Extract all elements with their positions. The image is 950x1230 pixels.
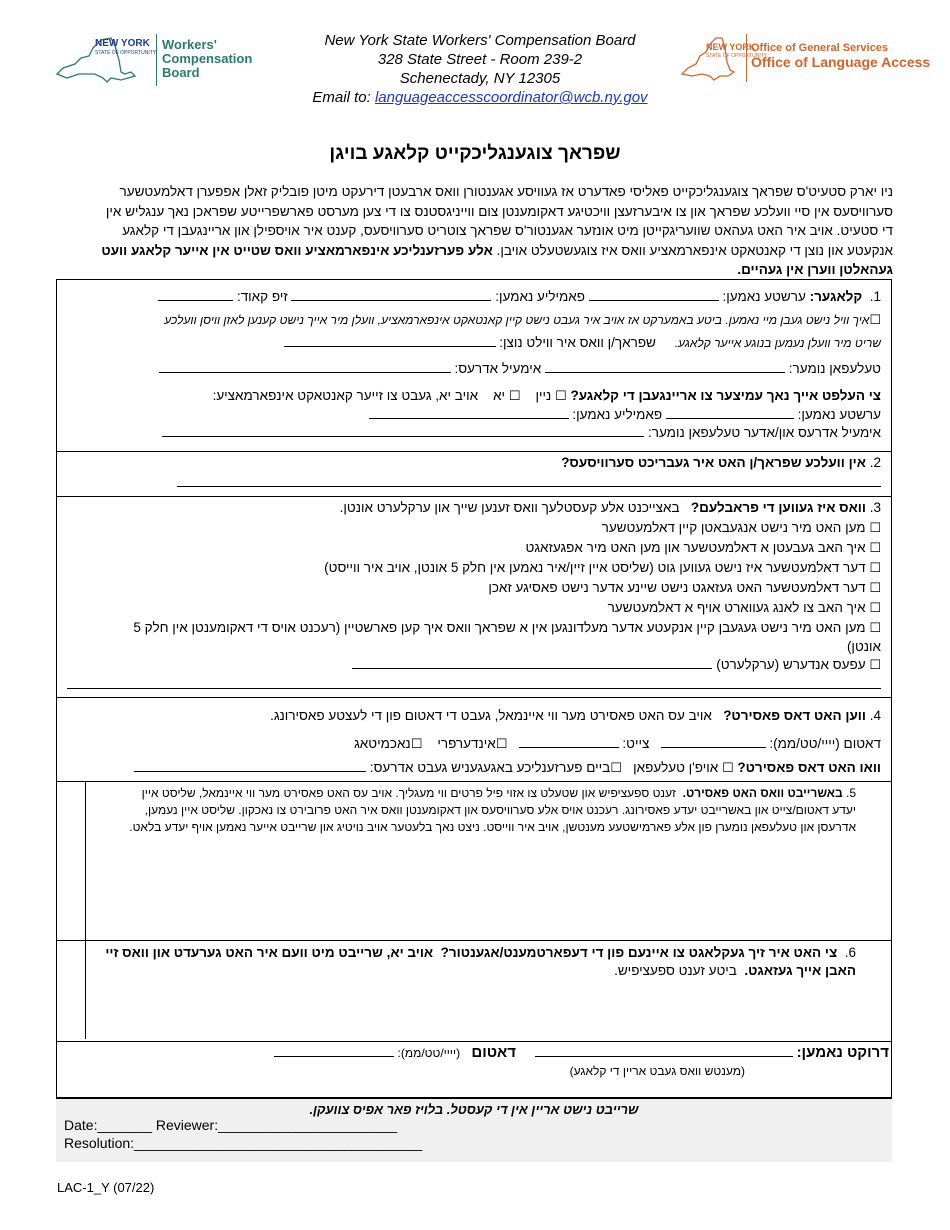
checkbox[interactable]: ☐: [869, 580, 881, 595]
logo-divider: [156, 34, 157, 86]
prior-complaint-area[interactable]: [87, 986, 861, 1036]
signature-row: דרוקט נאמען: דאטום (יייי/טט/ממ):: [67, 1044, 889, 1062]
section4-question: 4. ווען האט דאס פאסירט? אויב עס האט פאסירט מער ווי איינמאל, געבט די דאטום פון די לעצטע פאסירונג.: [270, 708, 881, 723]
logo-state-sub: STATE OF OPPORTUNITY.: [95, 50, 157, 56]
email-link[interactable]: languageaccesscoordinator@wcb.ny.gov: [374, 89, 648, 106]
other-explain-line[interactable]: [67, 688, 881, 689]
problem-option-6-cont: אונטן): [846, 639, 881, 654]
helper-contact-row: אימעיל אדרעס און/אדער טעלעפאן נומער:: [67, 424, 881, 442]
section1-name-row: 1. קלאגער: ערשטע נאמען: פאמיליע נאמען: זיפ קאוד:: [67, 288, 881, 306]
divider: [57, 697, 891, 698]
print-name-note: (מענטש וואס געבט אריין די קלאגע): [569, 1064, 745, 1078]
page-title: שפראך צוגענגליכקייט קלאגע בויגן: [329, 143, 621, 164]
ogs-logo-text: Office of General Services Office of Language Access: [751, 42, 931, 70]
logo-state-sub: STATE OF OPPORTUNITY.: [706, 53, 768, 59]
problem-option-2: ☐ איך האב געבעטן א דאלמעטשער און מען האט מיר אפגעזאגט: [525, 540, 881, 555]
logo-divider: [746, 34, 747, 82]
wcb-logo-text: Workers' Compensation Board: [162, 37, 253, 80]
divider: [57, 496, 891, 497]
section6-question: 6. צי האט איר זיך געקלאגט צו איינעם פון די דעפארטמענט/אגענטור? אויב יא, שרייבט מיט וועם איר האט גערעדט און וואס זיי האבן אייך געזאגט. ביטע זענט ספעציפיש.: [105, 945, 856, 978]
logo-state-text: NEW YORK: [95, 38, 150, 49]
checkbox[interactable]: ☐: [869, 600, 881, 615]
divider: [57, 940, 891, 941]
zip-field[interactable]: [158, 288, 233, 301]
office-date-reviewer: Date:_______ Reviewer:_______________________: [64, 1117, 398, 1133]
email-label: Email to:: [312, 89, 371, 106]
anonymous-option: ☐איך וויל נישט געבן מיי נאמען. ביטע באמערקט אז אויב איר געבט נישט קיין קאנטאקט אינפארמאציע, וועלן מיר אייך נישט קענען לאזן וויסן וועלכע: [164, 312, 881, 327]
pm-checkbox[interactable]: ☐: [410, 736, 423, 751]
signature-date-field[interactable]: [274, 1044, 394, 1057]
help-no-checkbox[interactable]: ☐: [555, 388, 567, 403]
print-name-field[interactable]: [535, 1044, 793, 1057]
checkbox[interactable]: ☐: [869, 540, 881, 555]
checkbox[interactable]: ☐: [869, 560, 881, 575]
divider: [57, 781, 891, 782]
section1-lang-row: שריט מיר וועלן נעמען בנוגע אייער קלאגע. שפראך/ן וואס איר ווילט נוצן:: [67, 334, 881, 352]
section1-contact-row: טעלעפאן נומער: אימעיל אדרעס:: [67, 360, 881, 378]
other-explain-field[interactable]: [352, 656, 712, 669]
checkbox[interactable]: ☐: [869, 620, 881, 635]
problem-option-other: ☐ עפעס אנדערש (ערקלערט): [67, 656, 881, 674]
problem-option-3: ☐ דער דאלמעטשער איז נישט געווען גוט (שליסט איין זיין/איר נאמען אין חלק 5 אונטן, אויב איר ווייסט): [324, 560, 881, 575]
header-address1: 328 State Street - Room 239-2: [377, 51, 583, 68]
description-area[interactable]: [87, 840, 861, 936]
office-use-note: שרייבט נישט אריין אין די קעסטל. בלויז פאר אפיס צוועקן.: [309, 1102, 639, 1117]
divider: [57, 451, 891, 452]
section1-help-row: צי העלפט אייך נאך עמיצער צו אריינגעבן די קלאגע? ☐ ניין ☐ יא אויב יא, געבט צו זייער קאנטאקט אינפארמאציע:: [212, 388, 881, 403]
intro-paragraph: ניו יארק סטעיט'ס שפראך צוגענגליכקייט פאליסי פאדערט אז געוויסע אגענטורן וואס ארבעטן דירעקט מיטן פובליק זאלן אפפערן דאלמעטשער סערוויסעס אין סיי וועלכע שפראך און צו איבערזעצן וויכטיגע דאקומענטן צום ווייניגסטנס צו די צען מערסט פארשפרייטע שפראכן נאך ענגליש אין די סטעיט. אויב איר האט געהאט שוועריגקייטן מיט אונזער אגענטור'ס שפראך צוטריט סערוויסעס, קענט איר אויספילן און אריינגעבן די קלאגע אנקעטע און נוצן די קאנטאקט אינפארמאציע וואס איז צוגעשטעלט אויבן. אלע פערזענליכע אינפארמאציע וואס שטייט אין אייער קלאגע וועט געהאלטן ווערן אין געהיים.: [101, 184, 893, 277]
incident-address-field[interactable]: [134, 759, 366, 772]
form-id: LAC-1_Y (07/22): [57, 1180, 155, 1195]
in-person-checkbox[interactable]: ☐: [610, 760, 622, 775]
am-checkbox[interactable]: ☐: [495, 736, 508, 751]
first-name-field[interactable]: [589, 288, 719, 301]
last-name-field[interactable]: [291, 288, 491, 301]
section4-date-row: דאטום (יייי/טט/ממ): צייט: ☐אינדערפרי ☐נאכמיטאג: [354, 736, 881, 751]
language-services-field[interactable]: [177, 486, 881, 487]
section4-where-row: וואו האט דאס פאסירט? ☐ אויפ'ן טעלעפאן ☐ביים פערזענליכע באגעגעניש געבט אדרעס:: [67, 759, 881, 777]
helper-first-name-field[interactable]: [666, 406, 794, 419]
problem-option-5: ☐ איך האב צו לאנג געווארט אויף א דאלמעטשער: [607, 600, 881, 615]
phone-field[interactable]: [545, 360, 785, 373]
office-use-box: [56, 1097, 892, 1162]
help-yes-checkbox[interactable]: ☐: [508, 388, 521, 403]
anonymous-checkbox[interactable]: ☐: [869, 312, 881, 327]
header-address2: Schenectady, NY 12305: [399, 70, 561, 87]
language-field[interactable]: [284, 334, 496, 347]
section5-question: 5. באשרייבט וואס האט פאסירט. זענט ספעציפיש און שטעלט צו אזוי פיל פרטים ווי מעגליך. אויב עס האט פאסירט מער ווי איינמאל, שליסט איין יעדע דאטום/צייט און באשרייבט יעדע פאסירונג. רעכנט אויס אלע סערוויסעס און דאקומענטן וואס איר האט פרובירט צו נאכקון. שליסט איין נעמען, אדרעסן און טעלעפאן נומערן פון אלע פארמישטעע מענטשן, אויב איר ווייסט. ניצט נאך בלעטער אויב נויטיג און שרייבט אייער נאמען אויף יעדע בלאט.: [129, 786, 856, 834]
problem-option-6: ☐ מען האט מיר נישט געגעבן קיין אנקעטע אדער מעלדונגען אין א שפראך וואס איך קען פארשטיין (רעכנט אויס די דאקומענטן אין חלק 5: [133, 620, 881, 635]
incident-date-field[interactable]: [661, 735, 766, 748]
section2-question: 2. אין וועלכע שפראך/ן האט איר געבריכט סערוויסעס?: [561, 455, 881, 470]
checkbox[interactable]: ☐: [869, 520, 881, 535]
problem-option-4: ☐ דער דאלמעטשער האט געזאגט נישט שיינע אדער נישט פאסיגע זאכן: [488, 580, 881, 595]
header-org: New York State Workers' Compensation Board: [324, 32, 636, 49]
helper-contact-field[interactable]: [162, 424, 644, 437]
helper-last-name-field[interactable]: [369, 406, 569, 419]
incident-time-field[interactable]: [519, 735, 619, 748]
phone-checkbox[interactable]: ☐: [721, 760, 734, 775]
divider: [57, 1041, 891, 1042]
complaint-form: [56, 279, 892, 1162]
section3-question: 3. וואס איז געווען די פראבלעם? באצייכנט אלע קעסטלעך וואס זענען שייך און ערקלערט אונטן.: [339, 500, 881, 515]
email-field[interactable]: [159, 360, 451, 373]
logo-state-text: NEW YORK: [706, 42, 756, 52]
problem-option-1: ☐ מען האט מיר נישט אנגעבאטן קיין דאלמעטשער: [601, 520, 881, 535]
header-address: [230, 31, 730, 107]
ogs-logo: [680, 34, 931, 89]
office-resolution: Resolution:_____________________________________: [64, 1135, 423, 1151]
checkbox[interactable]: ☐: [869, 657, 881, 672]
helper-name-row: ערשטע נאמען: פאמיליע נאמען:: [67, 406, 881, 424]
